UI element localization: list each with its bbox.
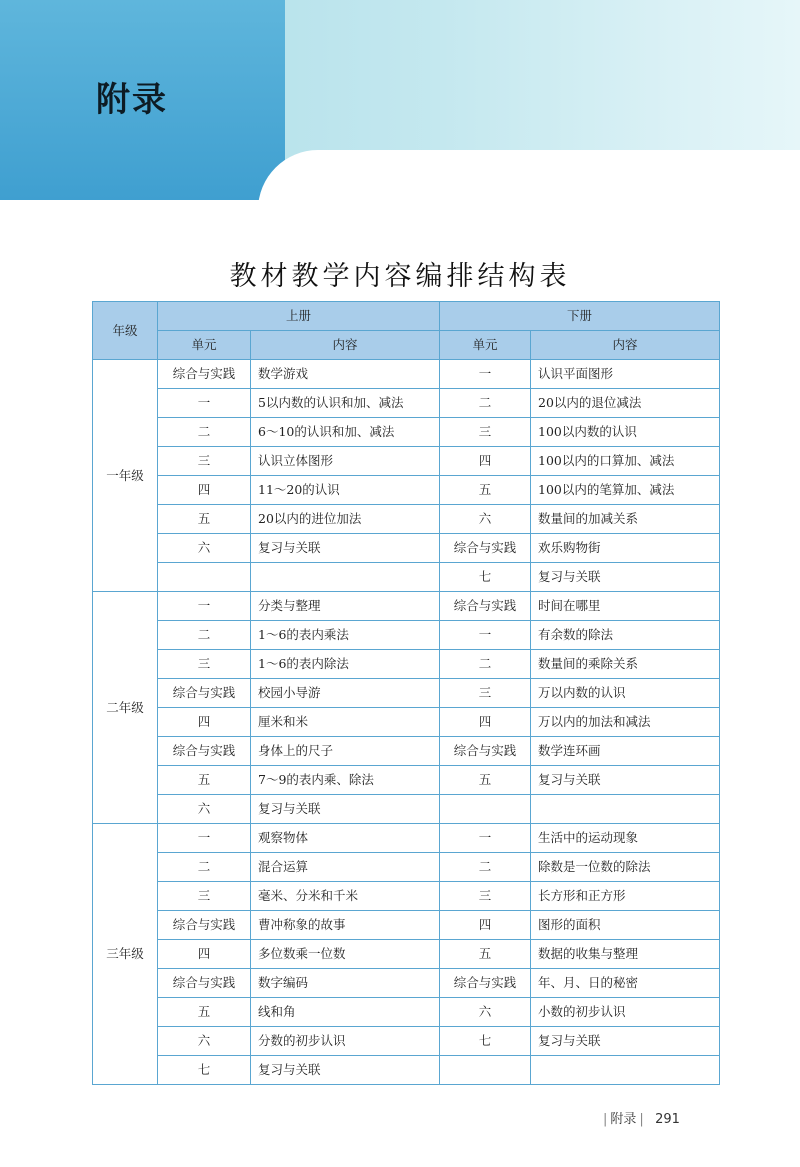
lower-content-cell: 数学连环画 [531,737,720,766]
upper-unit-cell: 二 [158,621,251,650]
lower-unit-cell: 四 [440,708,531,737]
upper-unit-cell: 四 [158,708,251,737]
table-body [93,360,720,1085]
upper-content-cell: 毫米、分米和千米 [251,882,440,911]
upper-unit-cell: 三 [158,650,251,679]
lower-unit-cell [440,1056,531,1085]
banner-white-curve [258,150,800,200]
lower-unit-cell: 三 [440,679,531,708]
lower-unit-cell: 综合与实践 [440,592,531,621]
lower-unit-cell: 五 [440,940,531,969]
lower-unit-cell: 二 [440,389,531,418]
lower-content-cell: 欢乐购物街 [531,534,720,563]
upper-content-cell: 20以内的进位加法 [251,505,440,534]
lower-content-cell: 万以内的加法和减法 [531,708,720,737]
upper-content-cell: 校园小导游 [251,679,440,708]
upper-content-cell: 复习与关联 [251,795,440,824]
upper-unit-cell: 一 [158,592,251,621]
header-upper-unit: 单元 [158,331,251,360]
upper-unit-cell: 综合与实践 [158,360,251,389]
header-lower-content: 内容 [531,331,720,360]
lower-unit-cell: 二 [440,853,531,882]
lower-unit-cell: 综合与实践 [440,737,531,766]
grade-cell: 一年级 [93,360,158,592]
upper-unit-cell: 五 [158,998,251,1027]
upper-unit-cell: 七 [158,1056,251,1085]
grade-cell: 二年级 [93,592,158,824]
lower-content-cell: 100以内的笔算加、减法 [531,476,720,505]
lower-content-cell [531,1056,720,1085]
header-lower-volume: 下册 [440,302,720,331]
table-row [93,998,720,1027]
table-row [93,389,720,418]
upper-unit-cell: 一 [158,389,251,418]
upper-unit-cell: 四 [158,476,251,505]
table-row [93,853,720,882]
lower-content-cell: 认识平面图形 [531,360,720,389]
upper-content-cell: 曹冲称象的故事 [251,911,440,940]
lower-content-cell [531,795,720,824]
table-row [93,824,720,853]
table-row [93,911,720,940]
upper-unit-cell: 五 [158,766,251,795]
upper-content-cell: 11～20的认识 [251,476,440,505]
lower-unit-cell: 一 [440,621,531,650]
upper-content-cell: 混合运算 [251,853,440,882]
table-row [93,447,720,476]
lower-content-cell: 长方形和正方形 [531,882,720,911]
upper-unit-cell [158,563,251,592]
upper-content-cell: 复习与关联 [251,534,440,563]
table-row [93,882,720,911]
lower-unit-cell: 四 [440,447,531,476]
upper-unit-cell: 四 [158,940,251,969]
lower-content-cell: 复习与关联 [531,1027,720,1056]
table-row [93,563,720,592]
appendix-title: 附录 [96,80,168,120]
lower-content-cell: 100以内的口算加、减法 [531,447,720,476]
lower-unit-cell: 六 [440,505,531,534]
lower-unit-cell: 一 [440,824,531,853]
upper-unit-cell: 综合与实践 [158,679,251,708]
lower-unit-cell: 二 [440,650,531,679]
upper-unit-cell: 六 [158,1027,251,1056]
upper-unit-cell: 一 [158,824,251,853]
table-row [93,650,720,679]
lower-content-cell: 复习与关联 [531,563,720,592]
lower-content-cell: 数量间的加减关系 [531,505,720,534]
lower-unit-cell [440,795,531,824]
table-row [93,969,720,998]
upper-content-cell: 1～6的表内乘法 [251,621,440,650]
upper-content-cell [251,563,440,592]
table-row [93,360,720,389]
upper-unit-cell: 三 [158,447,251,476]
lower-unit-cell: 七 [440,1027,531,1056]
lower-unit-cell: 五 [440,766,531,795]
upper-unit-cell: 二 [158,853,251,882]
lower-unit-cell: 三 [440,418,531,447]
lower-content-cell: 数量间的乘除关系 [531,650,720,679]
footer-section: 附录 [610,1112,637,1127]
table-row [93,534,720,563]
table-row [93,940,720,969]
upper-content-cell: 观察物体 [251,824,440,853]
lower-content-cell: 图形的面积 [531,911,720,940]
upper-content-cell: 分类与整理 [251,592,440,621]
lower-content-cell: 数据的收集与整理 [531,940,720,969]
table-row [93,476,720,505]
table-row [93,1056,720,1085]
table-row [93,1027,720,1056]
header-lower-unit: 单元 [440,331,531,360]
lower-content-cell: 20以内的退位减法 [531,389,720,418]
upper-content-cell: 数字编码 [251,969,440,998]
upper-content-cell: 7～9的表内乘、除法 [251,766,440,795]
lower-unit-cell: 四 [440,911,531,940]
upper-unit-cell: 综合与实践 [158,911,251,940]
curriculum-structure-table [92,301,720,1085]
upper-content-cell: 复习与关联 [251,1056,440,1085]
upper-content-cell: 5以内数的认识和加、减法 [251,389,440,418]
table-row [93,708,720,737]
lower-content-cell: 复习与关联 [531,766,720,795]
lower-content-cell: 时间在哪里 [531,592,720,621]
table-row [93,505,720,534]
upper-unit-cell: 六 [158,534,251,563]
table-row [93,737,720,766]
table-row [93,592,720,621]
upper-content-cell: 厘米和米 [251,708,440,737]
lower-content-cell: 小数的初步认识 [531,998,720,1027]
header-grade: 年级 [93,302,158,360]
table-row [93,679,720,708]
table-row [93,621,720,650]
upper-content-cell: 线和角 [251,998,440,1027]
lower-content-cell: 除数是一位数的除法 [531,853,720,882]
table-row [93,418,720,447]
upper-unit-cell: 综合与实践 [158,969,251,998]
header-banner [0,0,800,200]
upper-content-cell: 数学游戏 [251,360,440,389]
lower-content-cell: 100以内数的认识 [531,418,720,447]
lower-content-cell: 年、月、日的秘密 [531,969,720,998]
upper-content-cell: 分数的初步认识 [251,1027,440,1056]
upper-content-cell: 多位数乘一位数 [251,940,440,969]
lower-unit-cell: 三 [440,882,531,911]
page-number: 291 [655,1112,680,1127]
header-upper-content: 内容 [251,331,440,360]
lower-content-cell: 生活中的运动现象 [531,824,720,853]
lower-unit-cell: 综合与实践 [440,534,531,563]
table-title: 教材教学内容编排结构表 [229,261,571,292]
lower-unit-cell: 七 [440,563,531,592]
lower-unit-cell: 五 [440,476,531,505]
upper-unit-cell: 二 [158,418,251,447]
upper-unit-cell: 六 [158,795,251,824]
table-row [93,766,720,795]
grade-cell: 三年级 [93,824,158,1085]
page-footer: | 附录 | 291 [603,1112,680,1127]
lower-content-cell: 万以内数的认识 [531,679,720,708]
upper-content-cell: 身体上的尺子 [251,737,440,766]
lower-unit-cell: 一 [440,360,531,389]
lower-content-cell: 有余数的除法 [531,621,720,650]
upper-unit-cell: 五 [158,505,251,534]
lower-unit-cell: 综合与实践 [440,969,531,998]
upper-unit-cell: 三 [158,882,251,911]
table-row [93,795,720,824]
lower-unit-cell: 六 [440,998,531,1027]
upper-content-cell: 1～6的表内除法 [251,650,440,679]
upper-content-cell: 认识立体图形 [251,447,440,476]
upper-unit-cell: 综合与实践 [158,737,251,766]
header-upper-volume: 上册 [158,302,440,331]
upper-content-cell: 6～10的认识和加、减法 [251,418,440,447]
